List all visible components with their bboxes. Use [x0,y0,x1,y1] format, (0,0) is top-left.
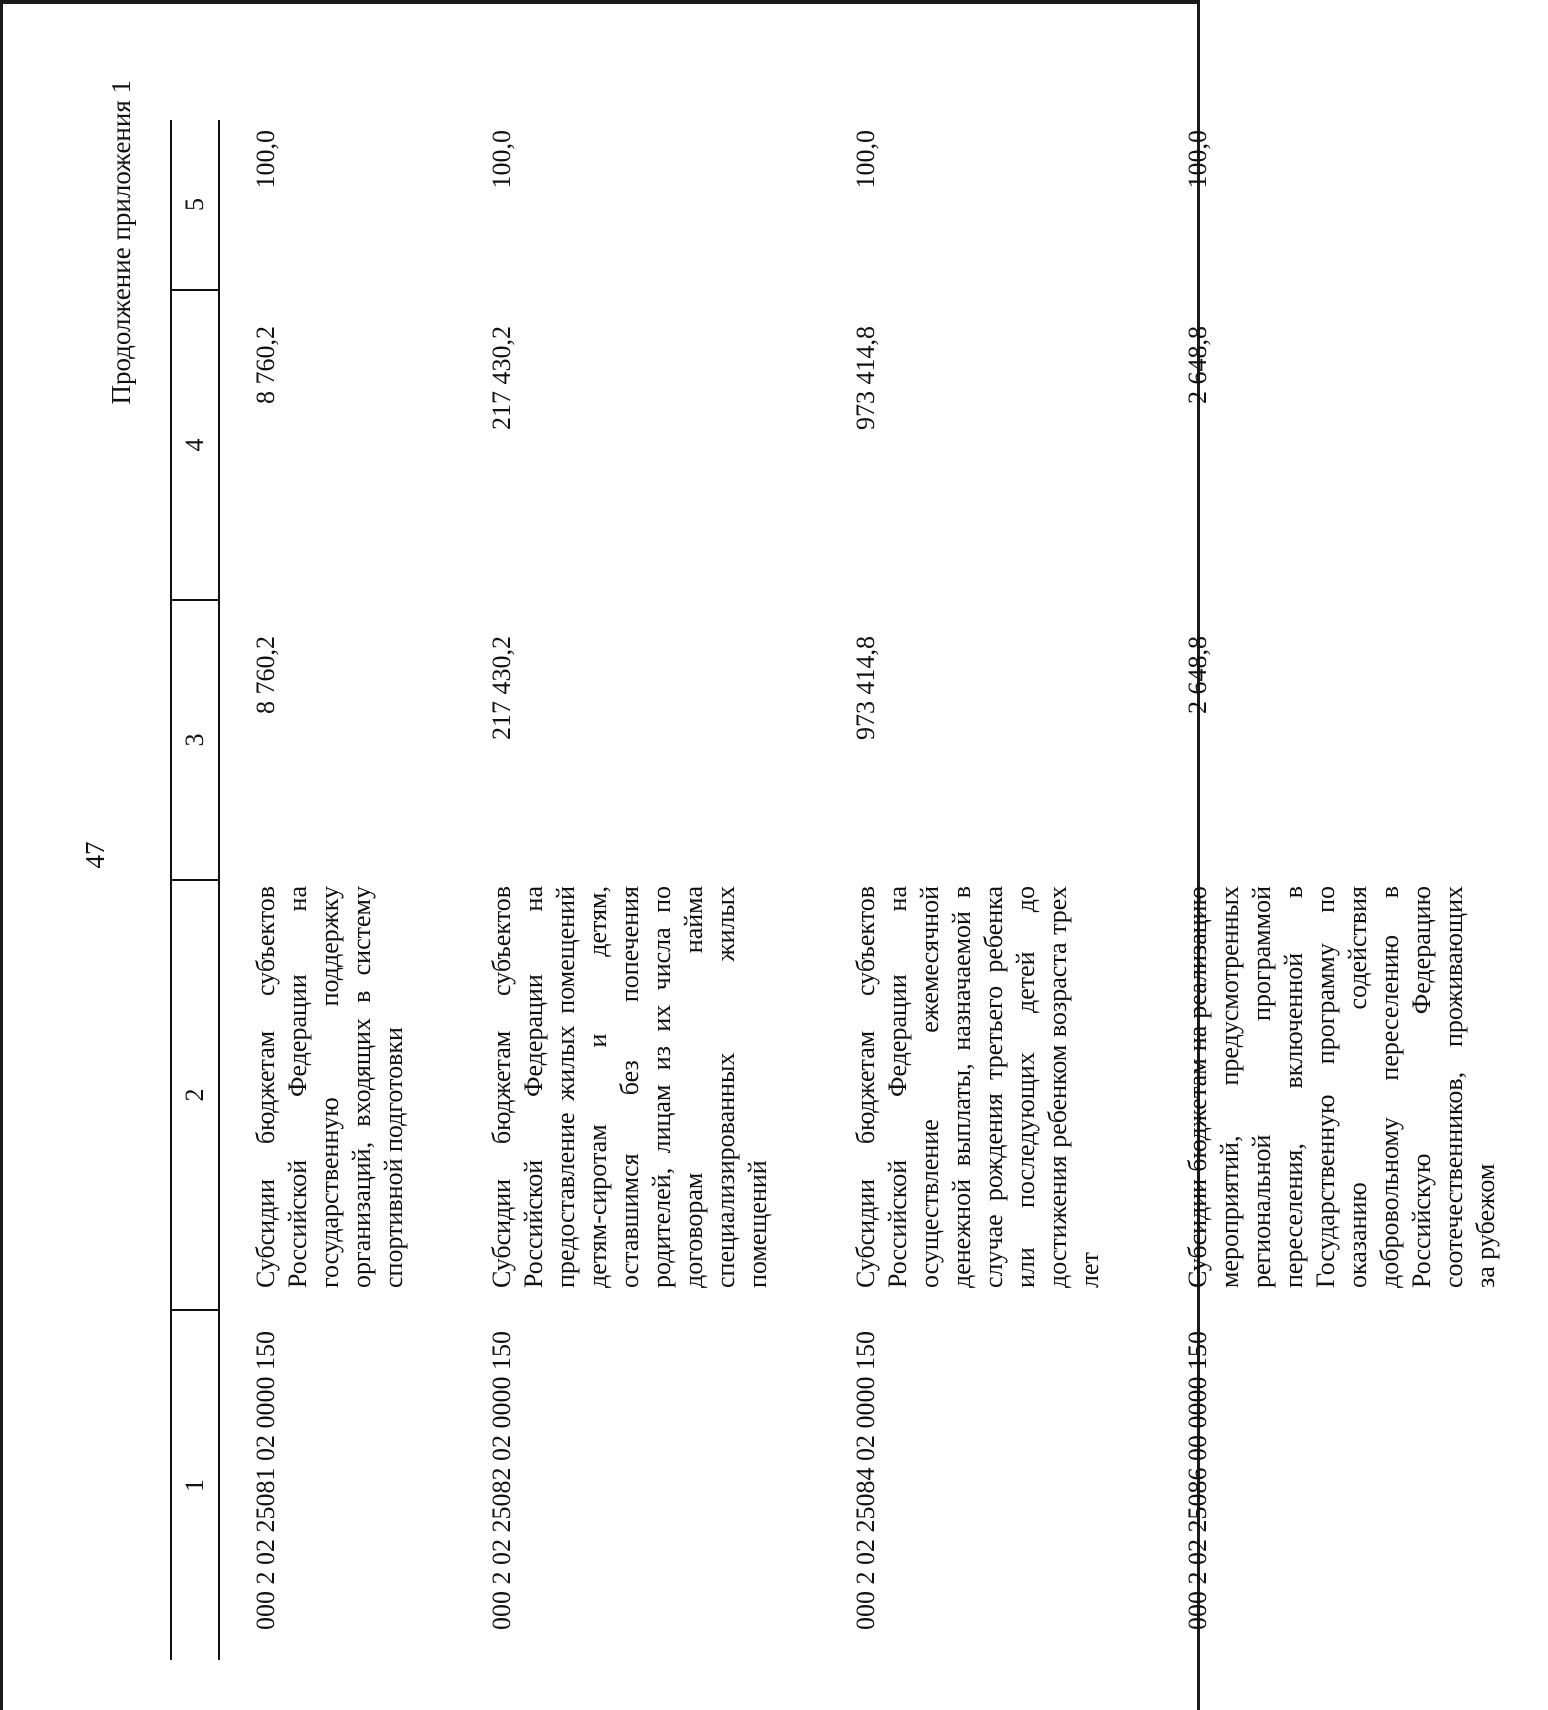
description-cell: Субсидии бюджетам субъектов Российской Федерации на осуществление ежемесячной денежной выплаты, назначаемой в случае рождения третьего ребенка или последующих детей до достижения ребенком возраста трех лет [851,886,1104,1288]
table-row [456,120,820,1660]
header-col-2: 2 [171,880,219,1310]
planned-amount-cell: 973 414,8 [851,636,880,740]
header-col-3: 3 [171,600,219,880]
code-cell: 000 2 02 25082 02 0000 150 [487,1331,516,1630]
header-col-4: 4 [171,290,219,600]
data-table [170,120,1548,1660]
description-cell: Субсидии бюджетам субъектов Российской Федерации на предоставление жилых помещений детям-сиротам и детям, оставшимся без попечения родителей, лицам из их числа по договорам найма специализированных жилых помещений [487,886,772,1288]
actual-amount-cell: 217 430,2 [487,326,516,430]
planned-amount-cell: 8 760,2 [251,636,280,714]
appendix-note: Продолжение приложения 1 [106,80,136,405]
actual-amount-cell: 8 760,2 [251,326,280,404]
header-col-1: 1 [171,1310,219,1660]
actual-amount-cell: 2 648,8 [1183,326,1212,404]
percent-cell: 100,0 [251,130,280,189]
code-cell: 000 2 02 25081 02 0000 150 [251,1331,280,1630]
percent-cell: 100,0 [1183,130,1212,189]
description-cell: Субсидии бюджетам субъектов Российской Федерации на государственную поддержку организаций, входящих в систему спортивной подготовки [251,886,408,1288]
description-cell: Субсидии бюджетам на реализацию мероприятий, предусмотренных региональной программой переселения, включенной в Государственную программу по оказанию содействия добровольному переселению в Российскую Федерацию соотечественников, проживающих за рубежом [1183,886,1500,1288]
header-col-5: 5 [171,120,219,290]
percent-cell: 100,0 [487,130,516,189]
header-row [171,120,219,1660]
percent-cell: 100,0 [851,130,880,189]
table-row [820,120,1152,1660]
actual-amount-cell: 973 414,8 [851,326,880,430]
table-row [1152,120,1548,1660]
planned-amount-cell: 2 648,8 [1183,636,1212,714]
planned-amount-cell: 217 430,2 [487,636,516,740]
table-row [219,120,456,1660]
code-cell: 000 2 02 25086 00 0000 150 [1183,1331,1212,1630]
code-cell: 000 2 02 25084 02 0000 150 [851,1331,880,1630]
page-number: 47 [80,841,110,869]
